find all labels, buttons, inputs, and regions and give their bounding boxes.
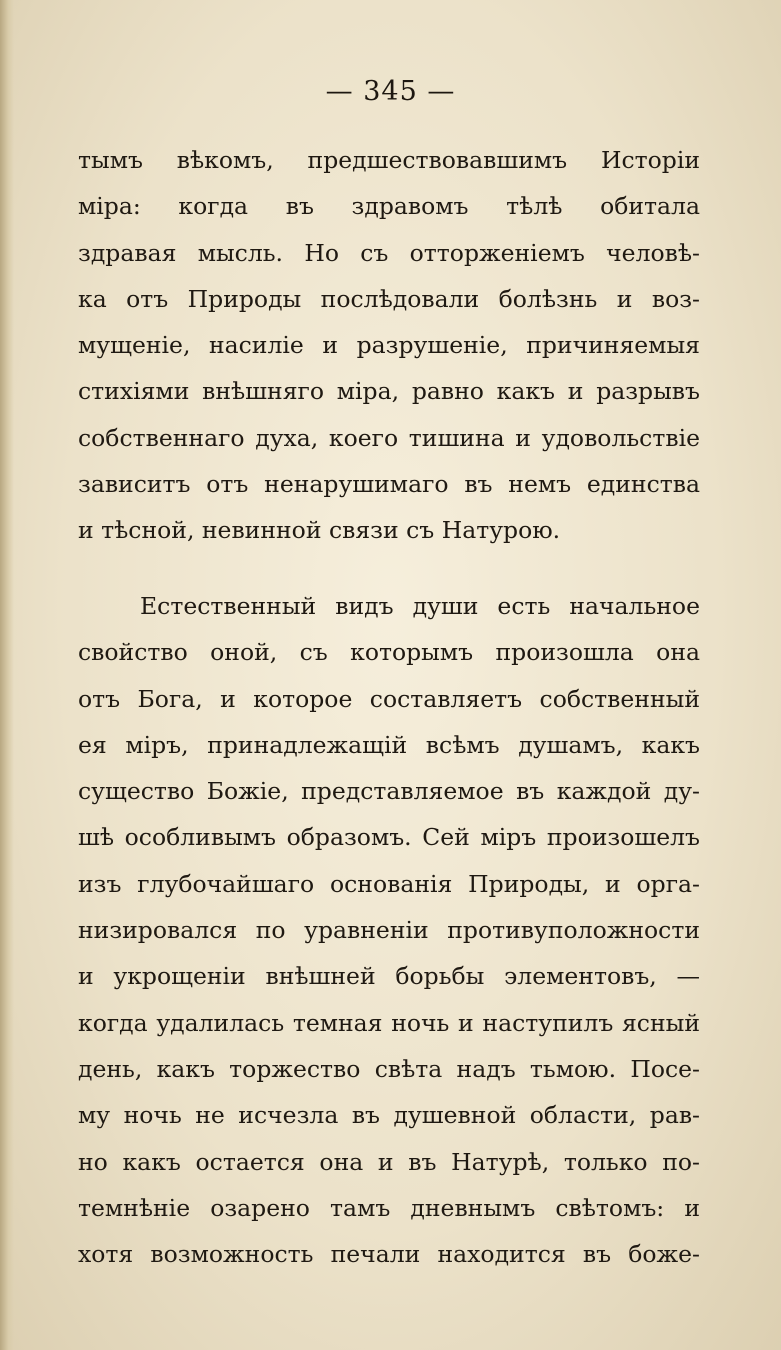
text-line: ея міръ, принадлежащій всѣмъ душамъ, какъ xyxy=(78,730,700,759)
text-line: міра: когда въ здравомъ тѣлѣ обитала xyxy=(78,192,700,221)
text-line: стихіями внѣшняго міра, равно какъ и разрывъ xyxy=(78,377,700,406)
text-line: ка отъ Природы послѣдовали болѣзнь и воз- xyxy=(78,284,700,313)
text-line: низировался по уравненіи противуположности xyxy=(78,916,700,945)
page-binding-edge xyxy=(0,0,14,1350)
page-number: — 345 — xyxy=(325,76,456,107)
text-line: но какъ остается она и въ Натурѣ, только по- xyxy=(78,1147,700,1176)
text-line: здравая мысль. Но съ отторженіемъ человѣ- xyxy=(78,238,700,267)
paragraph-1 xyxy=(78,137,700,554)
text-line: шѣ особливымъ образомъ. Сей міръ произошелъ xyxy=(78,823,700,852)
text-line: му ночь не исчезла въ душевной области, рав- xyxy=(78,1101,700,1130)
text-line: собственнаго духа, коего тишина и удовольствіе xyxy=(78,423,700,452)
text-line: изъ глубочайшаго основанія Природы, и орга- xyxy=(78,869,700,898)
text-line: когда удалилась темная ночь и наступилъ ясный xyxy=(78,1008,700,1037)
text-line: и укрощеніи внѣшней борьбы элементовъ, — xyxy=(78,962,700,991)
text-line: день, какъ торжество свѣта надъ тьмою. Посе- xyxy=(78,1054,700,1083)
paragraph-2 xyxy=(78,583,700,1277)
text-line: мущеніе, насиліе и разрушеніе, причиняемыя xyxy=(78,331,700,360)
text-line: Естественный видъ души есть начальное xyxy=(140,592,700,620)
text-line: темнѣніе озарено тамъ дневнымъ свѣтомъ: и xyxy=(78,1193,700,1222)
text-line: тымъ вѣкомъ, предшествовавшимъ Исторіи xyxy=(78,146,700,174)
text-line: свойство оной, съ которымъ произошла она xyxy=(78,638,700,667)
text-line: зависитъ отъ ненарушимаго въ немъ единства xyxy=(78,470,700,499)
text-line: существо Божіе, представляемое въ каждой ду- xyxy=(78,777,700,806)
text-line: отъ Бога, и которое составляетъ собственный xyxy=(78,684,700,713)
text-line: и тѣсной, невинной связи съ Натурою. xyxy=(78,516,561,545)
text-line: хотя возможность печали находится въ боже- xyxy=(78,1240,700,1269)
